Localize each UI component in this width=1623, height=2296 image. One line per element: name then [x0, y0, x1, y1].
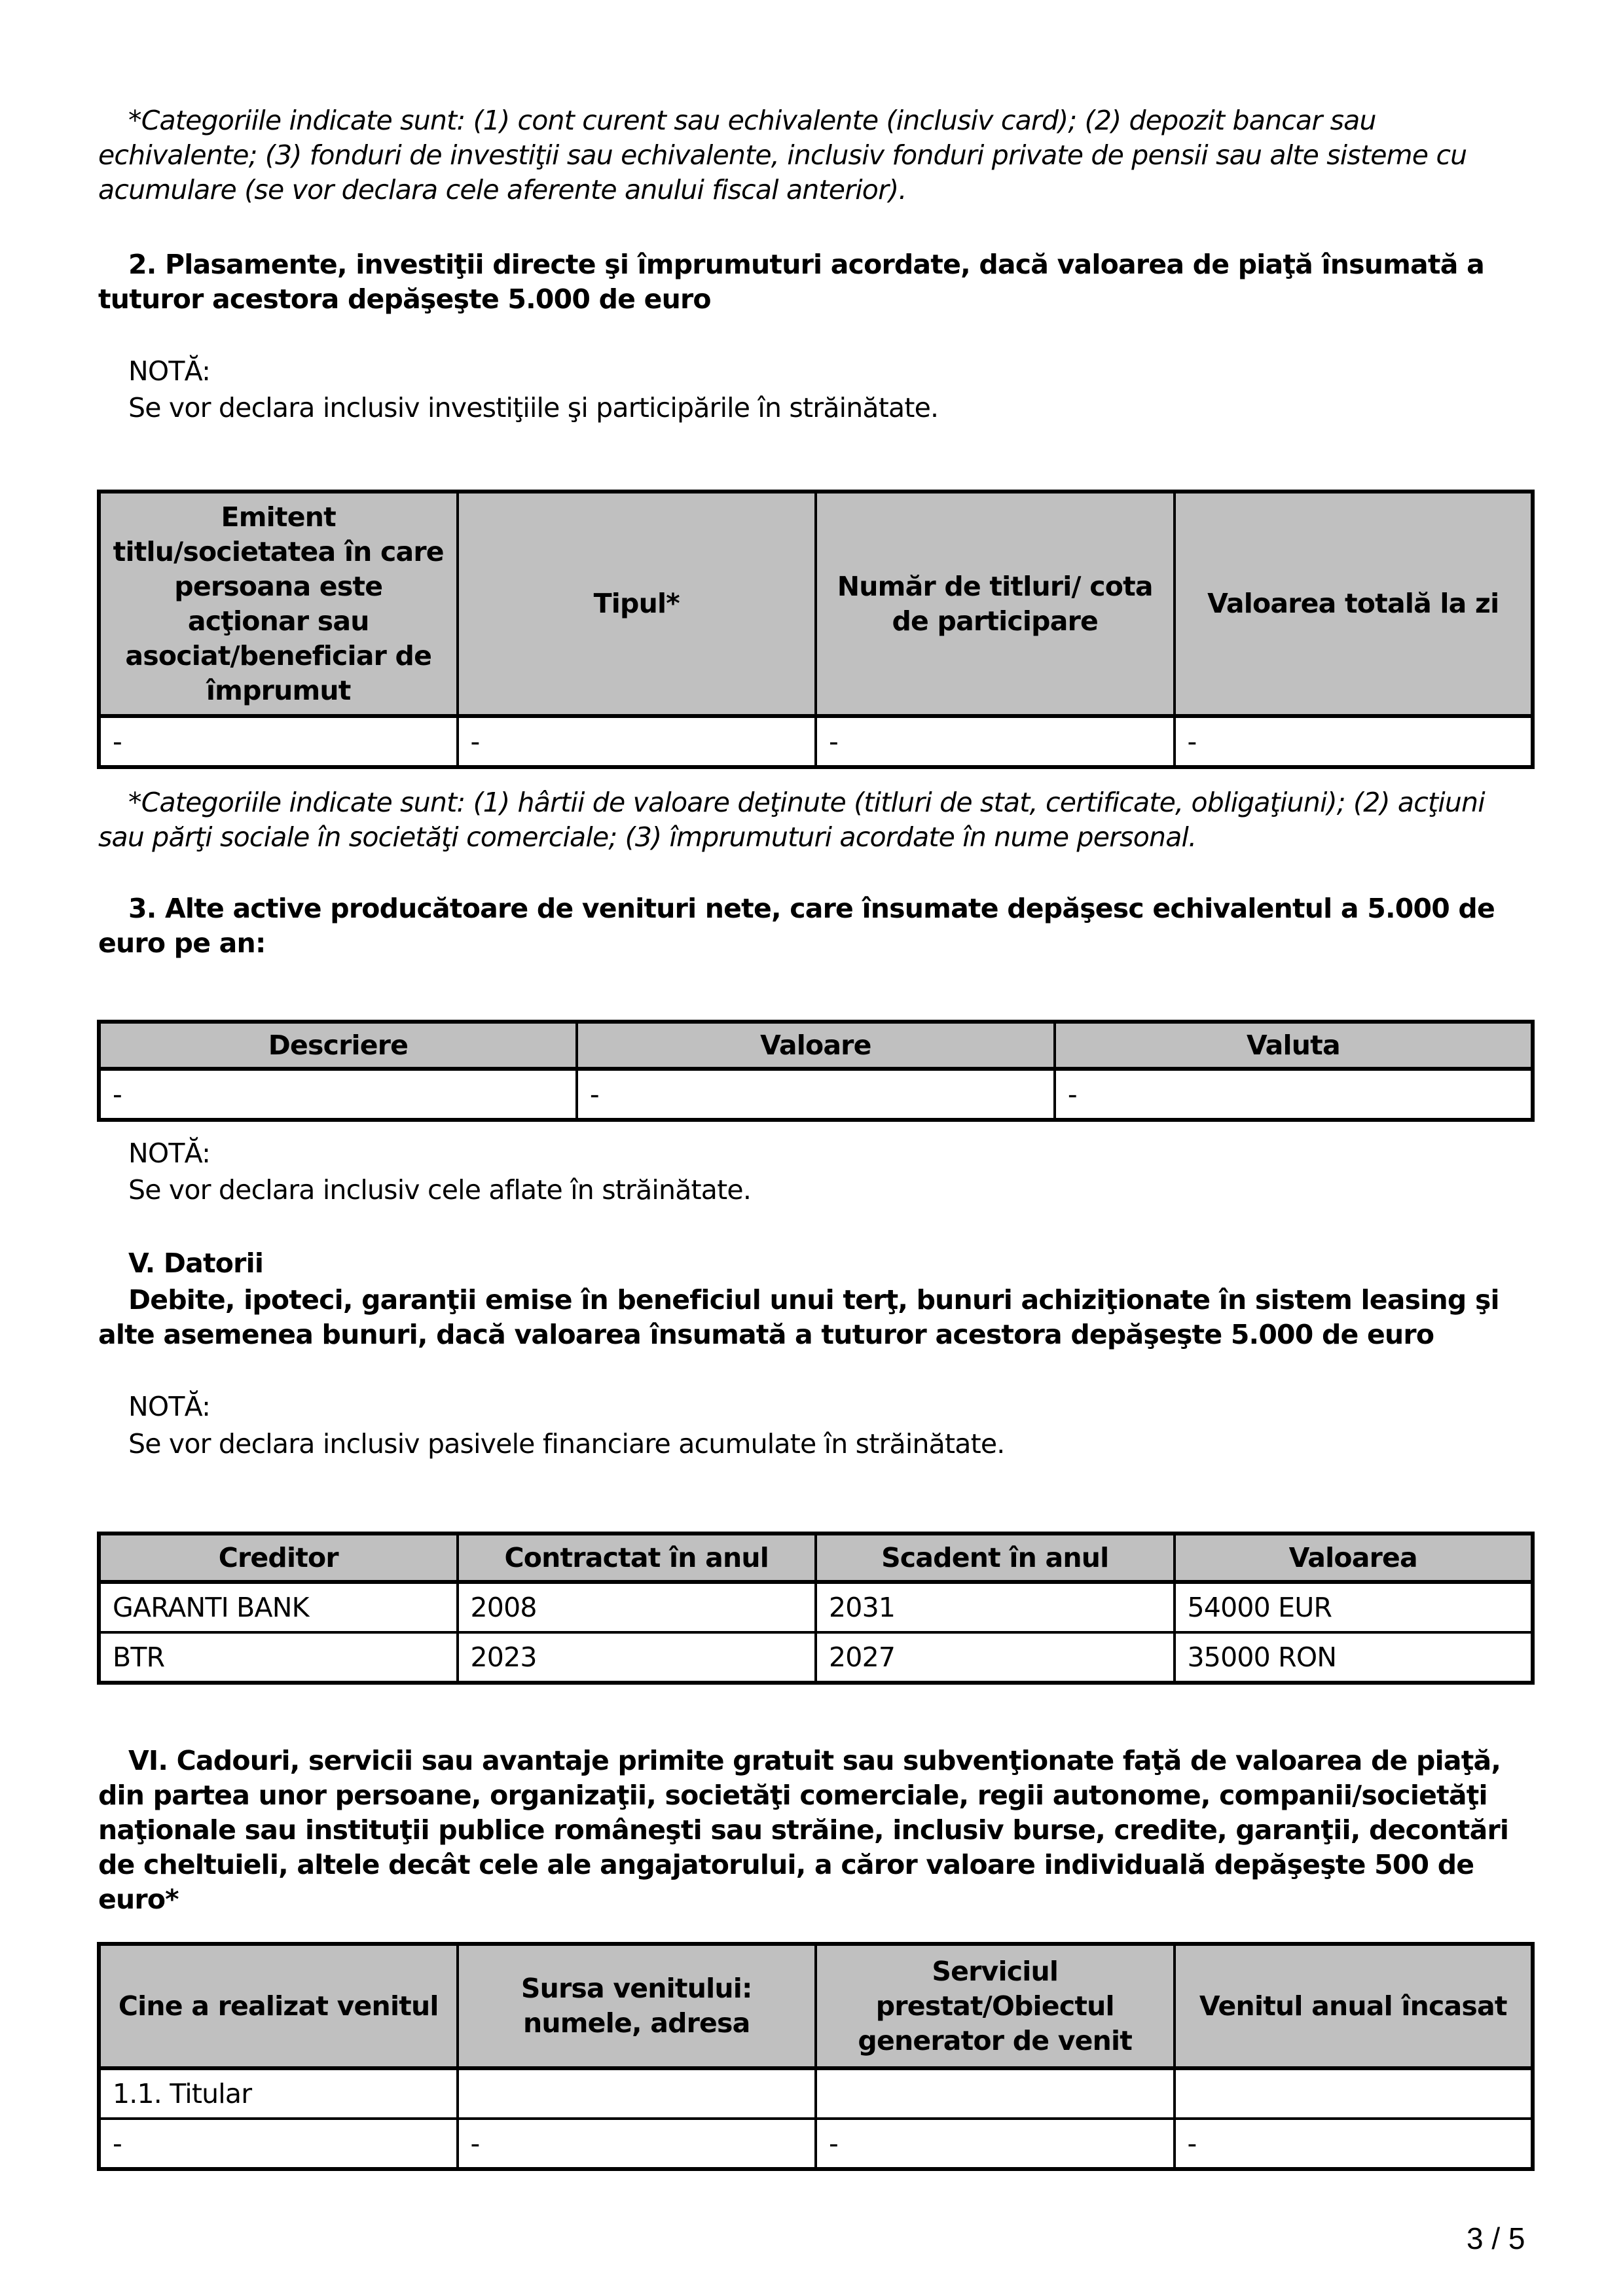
note-text: Se vor declara inclusiv investiţiile şi participările în străinătate.: [128, 392, 939, 423]
column-header-sursa: Sursa venitului: numele, adresa: [458, 1944, 816, 2068]
table-cell: -: [458, 716, 816, 767]
table-cell: -: [816, 2119, 1175, 2169]
debts-table: [97, 1532, 1535, 1685]
placements-table: [97, 490, 1535, 769]
table-cell: -: [816, 716, 1175, 767]
table-cell: 1.1. Titular: [99, 2068, 458, 2119]
note-label: NOTĂ:: [128, 1138, 211, 1169]
table-cell: -: [99, 1069, 577, 1120]
section-debts-heading: Debite, ipoteci, garanţii emise în beneficiul unui terţ, bunuri achiziţionate în sistem leasing şi alte asemenea bunuri, dacă valoarea însumată a tuturor acestora depăşeşte 5.000 de euro: [98, 1284, 1499, 1350]
table-header-row: [99, 492, 1533, 716]
table-row: [99, 716, 1533, 767]
column-header-cine: Cine a realizat venitul: [99, 1944, 458, 2068]
table-cell: -: [1055, 1069, 1533, 1120]
table-header-row: [99, 1022, 1533, 1069]
table-cell: -: [1175, 2119, 1533, 2169]
column-header-creditor: Creditor: [99, 1534, 458, 1582]
table-cell: -: [1175, 716, 1533, 767]
table-cell-valoarea: 54000 EUR: [1175, 1582, 1533, 1632]
gifts-table: [97, 1942, 1535, 2171]
footnote-placements: *Categoriile indicate sunt: (1) hârtii de valoare deţinute (titluri de stat, certificate, obligaţiuni); (2) acţiuni sau părţi sociale în societăţi comerciale; (3) împrumuturi acordate în nume personal.: [98, 787, 1485, 853]
note-text: Se vor declara inclusiv cele aflate în străinătate.: [128, 1174, 752, 1206]
column-header-descriere: Descriere: [99, 1022, 577, 1069]
table-cell-creditor: BTR: [99, 1632, 458, 1683]
column-header-numar-titluri: Număr de titluri/ cota de participare: [816, 492, 1175, 716]
column-header-scadent: Scadent în anul: [816, 1534, 1175, 1582]
table-cell: [1175, 2068, 1533, 2119]
table-cell-contractat: 2023: [458, 1632, 816, 1683]
table-cell: -: [99, 2119, 458, 2169]
column-header-valuta: Valuta: [1055, 1022, 1533, 1069]
column-header-valoarea: Valoarea: [1175, 1534, 1533, 1582]
table-cell: -: [577, 1069, 1055, 1120]
section-placements-heading: 2. Plasamente, investiţii directe şi împrumuturi acordate, dacă valoarea de piaţă însumată a tuturor acestora depăşeşte 5.000 de euro: [98, 249, 1484, 315]
other-assets-table: [97, 1020, 1535, 1122]
table-row: [99, 2068, 1533, 2119]
section-gifts-heading: VI. Cadouri, servicii sau avantaje primite gratuit sau subvenţionate faţă de valoarea de piaţă, din partea unor persoane, organizaţii, societăţi comerciale, regii autonome, companii/societăţi naţionale sau instituţii publice româneşti sau străine, inclusiv burse, credite, garanţii, decontări de cheltuieli, altele decât cele ale angajatorului, a căror valoare individuală depăşeşte 500 de euro*: [98, 1745, 1509, 1915]
table-cell-valoarea: 35000 RON: [1175, 1632, 1533, 1683]
column-header-emitent: Emitent titlu/societatea în care persoana este acţionar sau asociat/beneficiar de împrumut: [99, 492, 458, 716]
section-other-assets-heading: 3. Alte active producătoare de venituri nete, care însumate depăşesc echivalentul a 5.000 de euro pe an:: [98, 893, 1495, 959]
table-row: [99, 2119, 1533, 2169]
table-cell: -: [458, 2119, 816, 2169]
table-cell: -: [99, 716, 458, 767]
note-text: Se vor declara inclusiv pasivele financiare acumulate în străinătate.: [128, 1428, 1005, 1460]
table-cell: [816, 2068, 1175, 2119]
column-header-valoare: Valoare: [577, 1022, 1055, 1069]
table-cell: [458, 2068, 816, 2119]
page-number: 3 / 5: [1467, 2221, 1525, 2255]
table-cell-scadent: 2031: [816, 1582, 1175, 1632]
column-header-venitul: Venitul anual încasat: [1175, 1944, 1533, 2068]
note-label: NOTĂ:: [128, 355, 211, 387]
column-header-serviciul: Serviciul prestat/Obiectul generator de venit: [816, 1944, 1175, 2068]
table-cell-creditor: GARANTI BANK: [99, 1582, 458, 1632]
table-cell-contractat: 2008: [458, 1582, 816, 1632]
table-cell-scadent: 2027: [816, 1632, 1175, 1683]
footnote-accounts: *Categoriile indicate sunt: (1) cont curent sau echivalente (inclusiv card); (2) depozit bancar sau echivalente; (3) fonduri de investiţii sau echivalente, inclusiv fonduri private de pensii sau alte sisteme cu acumulare (se vor declara cele aferente anului fiscal anterior).: [98, 105, 1467, 206]
table-row: [99, 1632, 1533, 1683]
section-debts-title: V. Datorii: [128, 1247, 264, 1279]
column-header-contractat: Contractat în anul: [458, 1534, 816, 1582]
note-label: NOTĂ:: [128, 1391, 211, 1422]
column-header-valoarea-totala: Valoarea totală la zi: [1175, 492, 1533, 716]
table-header-row: [99, 1944, 1533, 2068]
table-row: [99, 1069, 1533, 1120]
table-header-row: [99, 1534, 1533, 1582]
column-header-tipul: Tipul*: [458, 492, 816, 716]
table-row: [99, 1582, 1533, 1632]
